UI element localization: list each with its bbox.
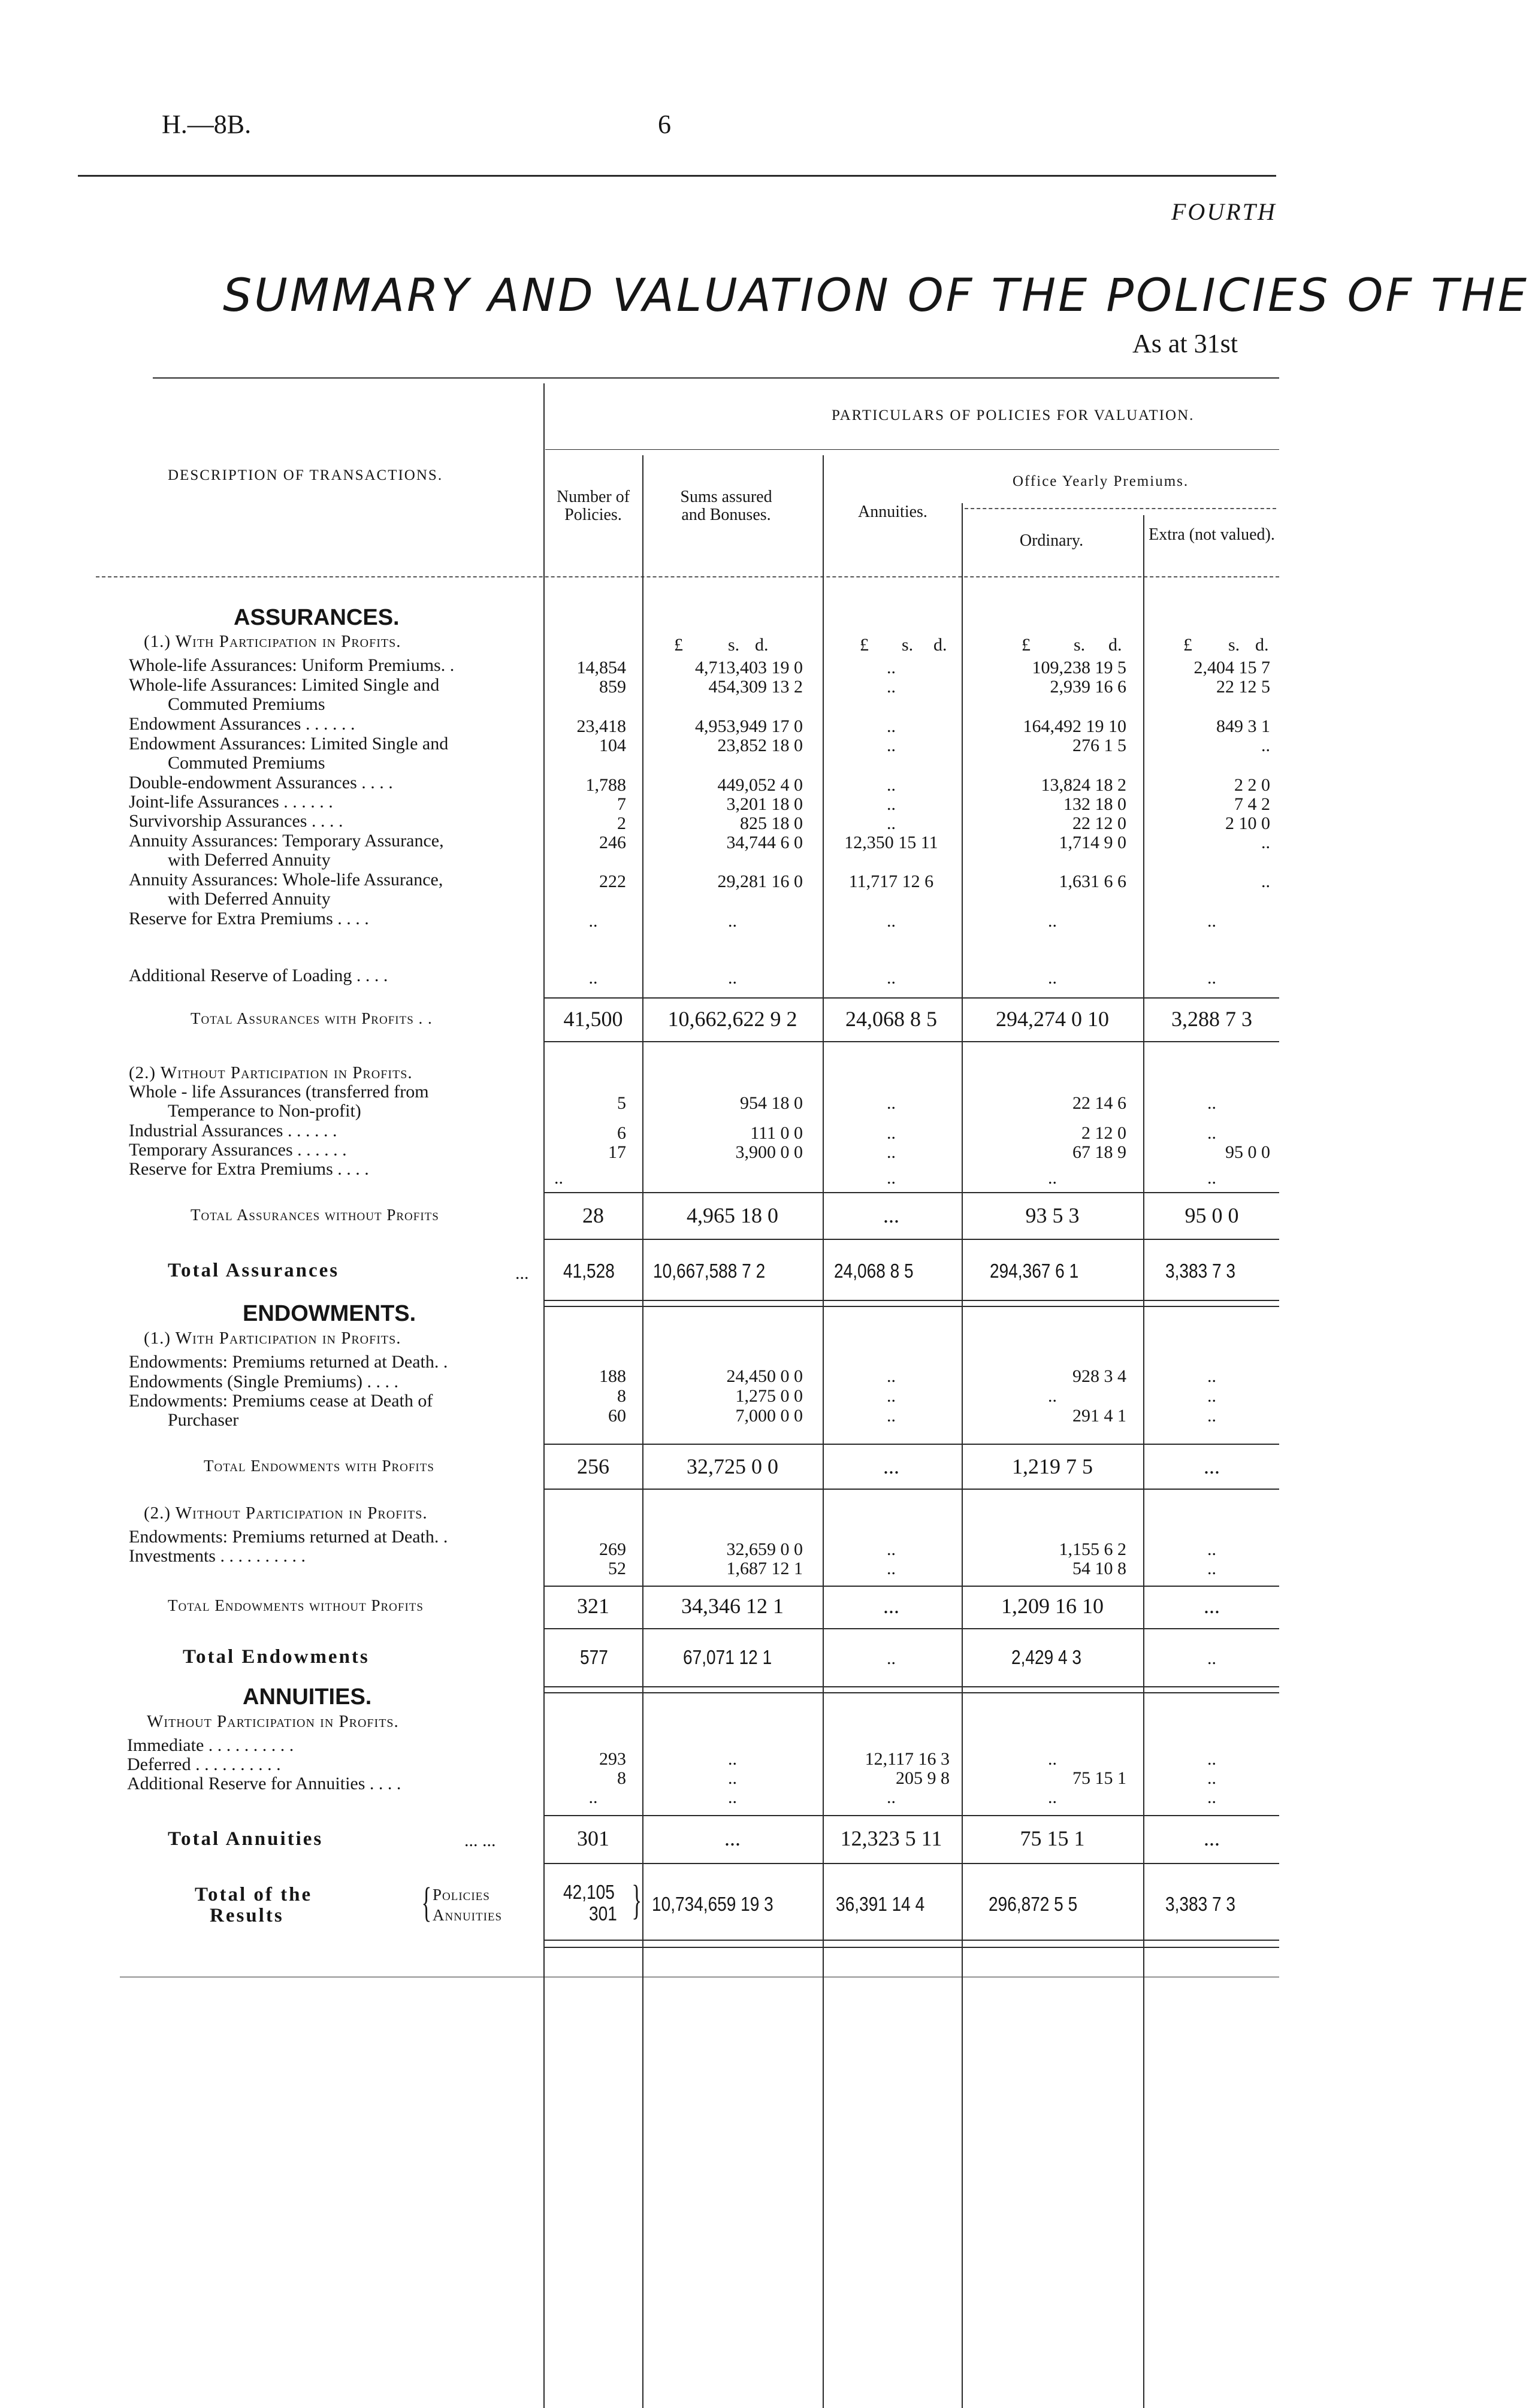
total-annuities: ... — [883, 1203, 899, 1227]
cell-number: 6 — [617, 1123, 626, 1143]
page-title: SUMMARY AND VALUATION OF THE POLICIES OF THE — [223, 268, 1529, 322]
cell-ordinary: 22 14 6 — [1072, 1093, 1126, 1113]
total-rule — [543, 1300, 1279, 1301]
grand-total-extra: 3,383 7 3 — [1165, 1260, 1235, 1282]
cell-extra: 7 4 2 — [1234, 794, 1270, 814]
cell-extra: .. — [1207, 1093, 1216, 1113]
total-rule — [543, 1489, 1279, 1490]
cell-sums: 32,659 0 0 — [726, 1539, 803, 1559]
cell-extra: .. — [1207, 1539, 1216, 1559]
assurances-heading: ASSURANCES. — [234, 605, 400, 630]
total-label: Total Endowments without Profits — [168, 1596, 424, 1614]
total-number: 321 — [577, 1594, 609, 1618]
total-label: Total Assurances without Profits — [191, 1206, 439, 1224]
cell-sums: 449,052 4 0 — [717, 775, 803, 795]
cell-ordinary: .. — [1048, 911, 1057, 931]
cell-annuities: .. — [887, 775, 896, 795]
cell-extra: 22 12 5 — [1216, 677, 1270, 697]
cell-number: 23,418 — [576, 716, 626, 736]
cell-ordinary: 2 12 0 — [1081, 1123, 1126, 1143]
pence-symbol: d. — [1108, 635, 1122, 655]
shillings-symbol: s. — [1228, 635, 1240, 655]
cell-number: 293 — [599, 1749, 626, 1769]
results-ordinary: 296,872 5 5 — [989, 1893, 1078, 1915]
cell-number: 1,788 — [585, 775, 626, 795]
document-reference: H.—8B. — [162, 110, 252, 139]
total-rule — [543, 1863, 1279, 1864]
row-label: Investments . . . . . . . . . . — [129, 1546, 306, 1566]
cell-annuities: .. — [887, 968, 896, 988]
pence-symbol: d. — [755, 635, 769, 655]
cell-extra: .. — [1207, 1768, 1216, 1788]
cell-annuities: .. — [887, 677, 896, 697]
total-ordinary: 294,274 0 10 — [996, 1007, 1109, 1031]
cell-sums: 34,744 6 0 — [726, 833, 803, 852]
cell-ordinary: 54 10 8 — [1072, 1559, 1126, 1578]
cell-ordinary: .. — [1048, 1787, 1057, 1807]
cell-extra: .. — [1261, 736, 1270, 755]
results-annuities: 36,391 14 4 — [836, 1893, 925, 1915]
cell-number: 5 — [617, 1093, 626, 1113]
cell-sums: .. — [728, 911, 737, 931]
grand-total-number: 41,528 — [563, 1260, 615, 1282]
total-number: 41,500 — [563, 1007, 623, 1031]
cell-annuities: .. — [887, 1123, 896, 1143]
pound-symbol: £ — [860, 635, 869, 655]
cell-extra: .. — [1207, 1386, 1216, 1406]
cell-sums: 454,309 13 2 — [708, 677, 803, 697]
cell-ordinary: 67 18 9 — [1072, 1142, 1126, 1162]
annuities-heading: Annuities. — [858, 503, 927, 521]
grand-total-ordinary: 294,367 6 1 — [990, 1260, 1079, 1282]
row-label: Endowment Assurances: Limited Single and — [129, 734, 449, 754]
cell-sums: 825 18 0 — [740, 813, 803, 833]
cell-ordinary: 132 18 0 — [1063, 794, 1126, 814]
cell-number: 52 — [608, 1559, 626, 1578]
total-rule — [543, 1444, 1279, 1445]
cell-annuities: 12,350 15 11 — [844, 833, 938, 852]
shillings-symbol: s. — [902, 635, 914, 655]
number-heading: Number of Policies. — [556, 488, 630, 524]
cell-number: 246 — [599, 833, 626, 852]
row-label: Endowments: Premiums cease at Death of — [129, 1391, 433, 1411]
grand-total-annuities: 12,323 5 11 — [840, 1826, 942, 1850]
cell-annuities: .. — [887, 1787, 896, 1807]
cell-number: 8 — [617, 1768, 626, 1788]
cell-extra: 95 0 0 — [1225, 1142, 1270, 1162]
cell-annuities: .. — [887, 911, 896, 931]
cell-annuities: .. — [887, 1168, 896, 1188]
row-label: Endowments: Premiums returned at Death. . — [129, 1352, 448, 1372]
total-extra: 3,288 7 3 — [1171, 1007, 1252, 1031]
row-label: Industrial Assurances . . . . . . — [129, 1121, 337, 1141]
results-label-continued: Results — [210, 1905, 284, 1926]
cell-sums: 1,687 12 1 — [726, 1559, 803, 1578]
row-label: Additional Reserve of Loading . . . . — [129, 966, 388, 985]
results-policies-label: Policies — [433, 1886, 490, 1904]
total-rule — [543, 1192, 1279, 1193]
office-premiums-rule — [965, 508, 1276, 509]
grand-total-number: 301 — [577, 1826, 609, 1850]
total-annuities: 24,068 8 5 — [845, 1007, 937, 1031]
results-policies-number: 42,105 — [563, 1881, 615, 1903]
row-label-continued: Purchaser — [168, 1410, 239, 1430]
row-label: Reserve for Extra Premiums . . . . — [129, 1159, 369, 1179]
row-label: Annuity Assurances: Whole-life Assurance, — [129, 870, 443, 890]
cell-annuities: .. — [887, 1559, 896, 1578]
right-brace: } — [631, 1877, 642, 1923]
row-label-continued: with Deferred Annuity — [168, 850, 331, 870]
page-number: 6 — [658, 110, 671, 139]
office-premiums-heading: Office Yearly Premiums. — [1013, 473, 1189, 489]
grand-total-label: Total Assurances — [168, 1260, 340, 1281]
total-rule — [543, 1692, 1279, 1693]
title-rule — [153, 377, 1279, 379]
total-sums: 10,662,622 9 2 — [667, 1007, 797, 1031]
total-rule — [543, 1586, 1279, 1587]
column-rule — [543, 383, 545, 2408]
cell-sums: 954 18 0 — [740, 1093, 803, 1113]
cell-number: .. — [588, 911, 598, 931]
total-extra: ... — [1204, 1594, 1220, 1618]
assurances-without-profits-heading: (2.) Without Participation in Profits. — [129, 1063, 413, 1082]
cell-extra: .. — [1207, 1559, 1216, 1578]
cell-annuities: .. — [887, 1406, 896, 1426]
annuities-heading: ANNUITIES. — [243, 1684, 372, 1710]
left-brace: { — [421, 1880, 432, 1926]
cell-annuities: 12,117 16 3 — [865, 1749, 950, 1769]
cell-sums: 4,713,403 19 0 — [695, 658, 803, 677]
grand-total-annuities: .. — [887, 1648, 896, 1668]
cell-annuities: 11,717 12 6 — [848, 872, 934, 891]
continued-title-fourth: FOURTH — [1171, 198, 1277, 225]
total-rule — [543, 1239, 1279, 1240]
cell-annuities: .. — [887, 813, 896, 833]
cell-sums: 1,275 0 0 — [735, 1386, 803, 1406]
row-label: Endowments: Premiums returned at Death. . — [129, 1527, 448, 1547]
row-label: Whole-life Assurances: Limited Single and — [129, 675, 440, 695]
cell-annuities: .. — [887, 1093, 896, 1113]
total-rule — [543, 1686, 1279, 1687]
grand-total-extra: ... — [1204, 1826, 1220, 1850]
cell-sums: 111 0 0 — [750, 1123, 803, 1143]
endowments-with-profits-heading: (1.) With Participation in Profits. — [144, 1329, 401, 1348]
cell-sums: 23,852 18 0 — [717, 736, 803, 755]
cell-extra: 2 10 0 — [1225, 813, 1270, 833]
cell-extra: .. — [1207, 1168, 1216, 1188]
cell-extra: 849 3 1 — [1216, 716, 1270, 736]
results-annuities-number: 301 — [589, 1902, 617, 1925]
total-number: 28 — [582, 1203, 604, 1227]
leader-dots: ... — [515, 1263, 529, 1283]
results-extra: 3,383 7 3 — [1165, 1893, 1235, 1915]
total-label: Total Endowments with Profits — [204, 1457, 434, 1475]
total-rule — [543, 1815, 1279, 1816]
annuities-without-profits-heading: Without Participation in Profits. — [147, 1712, 399, 1731]
cell-extra: .. — [1207, 1749, 1216, 1769]
grand-total-sums: 67,071 12 1 — [683, 1646, 772, 1668]
column-rule — [962, 503, 963, 2408]
pence-symbol: d. — [1255, 635, 1269, 655]
cell-sums: .. — [728, 1787, 737, 1807]
grand-total-sums: ... — [724, 1826, 741, 1850]
cell-ordinary: .. — [1048, 1168, 1057, 1188]
cell-extra: .. — [1207, 968, 1216, 988]
cell-sums: 3,201 18 0 — [726, 794, 803, 814]
total-sums: 4,965 18 0 — [687, 1203, 778, 1227]
total-annuities: ... — [883, 1594, 899, 1618]
endowments-without-profits-heading: (2.) Without Participation in Profits. — [144, 1504, 428, 1523]
cell-ordinary: 109,238 19 5 — [1032, 658, 1126, 677]
cell-ordinary: 928 3 4 — [1072, 1366, 1126, 1386]
cell-number: 60 — [608, 1406, 626, 1426]
cell-ordinary: 291 4 1 — [1072, 1406, 1126, 1426]
row-label: Endowments (Single Premiums) . . . . — [129, 1372, 398, 1391]
results-label: Total of the — [195, 1884, 313, 1905]
row-label: Reserve for Extra Premiums . . . . — [129, 909, 369, 928]
cell-sums: .. — [728, 968, 737, 988]
row-label: Whole - life Assurances (transferred from — [129, 1082, 429, 1102]
particulars-heading: PARTICULARS OF POLICIES FOR VALUATION. — [832, 407, 1195, 423]
total-rule — [543, 1306, 1279, 1307]
grand-total-ordinary: 2,429 4 3 — [1011, 1646, 1081, 1668]
cell-number: 8 — [617, 1386, 626, 1406]
cell-extra: .. — [1261, 833, 1270, 852]
cell-ordinary: 2,939 16 6 — [1050, 677, 1126, 697]
row-label: Annuity Assurances: Temporary Assurance, — [129, 831, 444, 851]
row-label: Whole-life Assurances: Uniform Premiums. . — [129, 655, 455, 675]
endowments-heading: ENDOWMENTS. — [243, 1301, 416, 1326]
cell-extra: 2 2 0 — [1234, 775, 1270, 795]
cell-extra: .. — [1207, 1406, 1216, 1426]
cell-extra: .. — [1207, 1366, 1216, 1386]
total-rule — [543, 1041, 1279, 1042]
cell-number: .. — [588, 1787, 598, 1807]
cell-annuities: .. — [887, 1386, 896, 1406]
cell-sums: .. — [728, 1749, 737, 1769]
pence-symbol: d. — [933, 635, 947, 655]
cell-number: 104 — [599, 736, 626, 755]
results-sums: 10,734,659 19 3 — [652, 1893, 773, 1915]
column-header-rule — [96, 576, 1279, 577]
total-extra: ... — [1204, 1454, 1220, 1478]
total-ordinary: 1,219 7 5 — [1012, 1454, 1093, 1478]
row-label-continued: Temperance to Non-profit) — [168, 1101, 361, 1121]
grand-total-number: 577 — [580, 1646, 608, 1668]
cell-number: .. — [554, 1168, 563, 1188]
as-at-date: As at 31st — [1132, 329, 1238, 358]
grand-total-ordinary: 75 15 1 — [1020, 1826, 1085, 1850]
description-heading: DESCRIPTION OF TRANSACTIONS. — [168, 467, 443, 483]
cell-ordinary: .. — [1048, 1386, 1057, 1406]
cell-annuities: .. — [887, 1366, 896, 1386]
ordinary-heading: Ordinary. — [1019, 531, 1084, 550]
row-label-continued: Commuted Premiums — [168, 753, 325, 773]
cell-annuities: .. — [887, 1142, 896, 1162]
cell-ordinary: 1,155 6 2 — [1059, 1539, 1126, 1559]
cell-number: 222 — [599, 872, 626, 891]
cell-ordinary: 13,824 18 2 — [1041, 775, 1126, 795]
total-ordinary: 93 5 3 — [1025, 1203, 1080, 1227]
cell-annuities: .. — [887, 1539, 896, 1559]
total-number: 256 — [577, 1454, 609, 1478]
grand-total-extra: .. — [1207, 1648, 1216, 1668]
cell-ordinary: .. — [1048, 1749, 1057, 1769]
column-rule — [642, 455, 643, 2408]
sums-heading: Sums assured and Bonuses. — [680, 488, 772, 524]
cell-ordinary: 1,631 6 6 — [1059, 872, 1126, 891]
assurances-with-profits-heading: (1.) With Participation in Profits. — [144, 632, 401, 651]
row-label-continued: Commuted Premiums — [168, 694, 325, 714]
pound-symbol: £ — [674, 635, 683, 655]
cell-sums: .. — [728, 1768, 737, 1788]
cell-sums: 7,000 0 0 — [735, 1406, 803, 1426]
cell-annuities: .. — [887, 736, 896, 755]
cell-number: 14,854 — [576, 658, 626, 677]
particulars-rule — [545, 449, 1279, 450]
row-label: Deferred . . . . . . . . . . — [127, 1754, 281, 1774]
cell-number: .. — [588, 968, 598, 988]
results-annuities-label: Annuities — [433, 1906, 503, 1924]
row-label: Additional Reserve for Annuities . . . . — [127, 1774, 401, 1793]
cell-ordinary: 1,714 9 0 — [1059, 833, 1126, 852]
cell-number: 859 — [599, 677, 626, 697]
cell-ordinary: 22 12 0 — [1072, 813, 1126, 833]
pound-symbol: £ — [1183, 635, 1192, 655]
cell-extra: .. — [1207, 1123, 1216, 1143]
cell-number: 269 — [599, 1539, 626, 1559]
cell-annuities: .. — [887, 658, 896, 677]
cell-number: 17 — [608, 1142, 626, 1162]
cell-extra: .. — [1261, 872, 1270, 891]
shillings-symbol: s. — [1074, 635, 1086, 655]
row-label: Immediate . . . . . . . . . . — [127, 1735, 294, 1755]
total-sums: 34,346 12 1 — [681, 1594, 784, 1618]
row-label: Survivorship Assurances . . . . — [129, 811, 343, 831]
grand-total-annuities: 24,068 8 5 — [834, 1260, 914, 1282]
cell-number: 188 — [599, 1366, 626, 1386]
grand-total-sums: 10,667,588 7 2 — [653, 1260, 766, 1282]
cell-number: 2 — [617, 813, 626, 833]
total-rule — [543, 997, 1279, 999]
cell-ordinary: 276 1 5 — [1072, 736, 1126, 755]
row-label: Endowment Assurances . . . . . . — [129, 714, 355, 734]
cell-sums: 4,953,949 17 0 — [695, 716, 803, 736]
cell-annuities: .. — [887, 794, 896, 814]
total-rule — [543, 1947, 1279, 1948]
row-label: Joint-life Assurances . . . . . . — [129, 792, 333, 812]
cell-sums: 24,450 0 0 — [726, 1366, 803, 1386]
cell-ordinary: 164,492 19 10 — [1023, 716, 1126, 736]
extra-heading: Extra (not valued). — [1149, 525, 1275, 544]
cell-annuities: 205 9 8 — [896, 1768, 950, 1788]
cell-extra: .. — [1207, 911, 1216, 931]
cell-annuities: .. — [887, 716, 896, 736]
grand-total-label: Total Endowments — [183, 1646, 370, 1668]
row-label: Double-endowment Assurances . . . . — [129, 773, 393, 792]
total-ordinary: 1,209 16 10 — [1001, 1594, 1104, 1618]
grand-total-label: Total Annuities — [168, 1828, 324, 1850]
header-rule — [78, 175, 1276, 177]
cell-ordinary: .. — [1048, 968, 1057, 988]
cell-number: 7 — [617, 794, 626, 814]
leader-dots: ... ... — [464, 1831, 496, 1850]
cell-extra: 2,404 15 7 — [1193, 658, 1270, 677]
total-label: Total Assurances with Profits . . — [191, 1009, 433, 1027]
cell-sums: 29,281 16 0 — [717, 872, 803, 891]
cell-ordinary: 75 15 1 — [1072, 1768, 1126, 1788]
total-annuities: ... — [883, 1454, 899, 1478]
shillings-symbol: s. — [728, 635, 740, 655]
cell-sums: 3,900 0 0 — [735, 1142, 803, 1162]
pound-symbol: £ — [1022, 635, 1031, 655]
row-label: Temporary Assurances . . . . . . — [129, 1140, 347, 1160]
total-extra: 95 0 0 — [1184, 1203, 1239, 1227]
total-rule — [543, 1628, 1279, 1629]
total-sums: 32,725 0 0 — [687, 1454, 778, 1478]
cell-extra: .. — [1207, 1787, 1216, 1807]
total-rule — [543, 1940, 1279, 1941]
row-label-continued: with Deferred Annuity — [168, 889, 331, 909]
